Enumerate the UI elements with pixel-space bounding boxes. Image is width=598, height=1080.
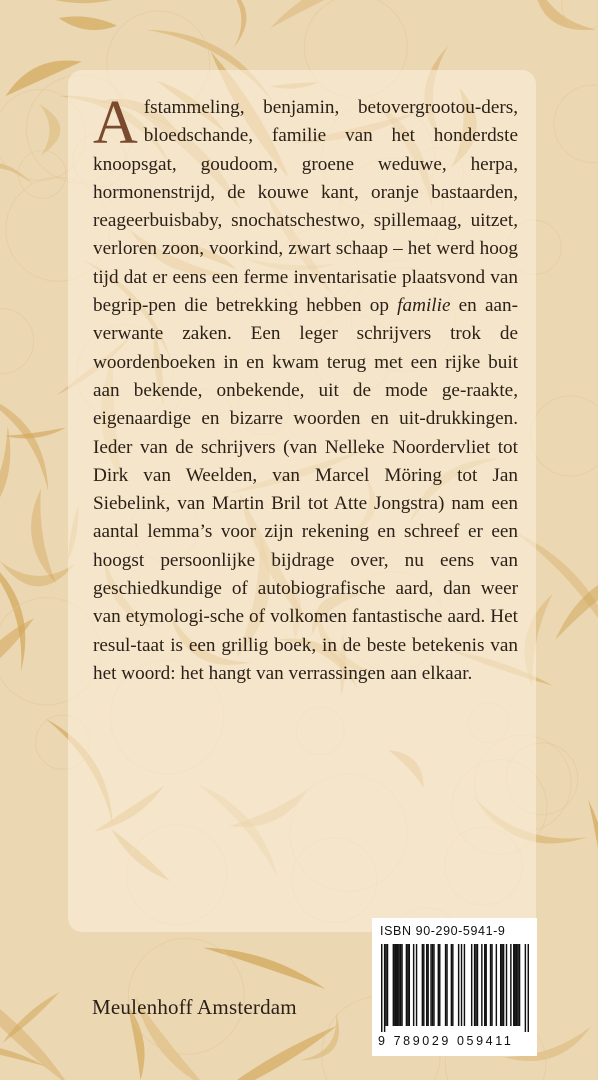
barcode-bar [519,944,520,1026]
leaf-shape [203,948,326,989]
leaf-shape [210,1026,337,1080]
barcode-bar [384,944,385,1032]
blurb-italic-word: familie [397,295,451,317]
barcode-bar [445,944,446,1026]
barcode-bar [452,944,453,1026]
barcode-bar [406,944,407,1026]
barcode-bar [490,944,491,1026]
blurb-text [93,89,518,688]
barcode-bar [471,944,472,1026]
barcode-bar [393,944,394,1026]
barcode-bar [407,944,408,1026]
barcode-bar [510,944,511,1026]
barcode-bar [500,944,501,1026]
barcode-bar [432,944,433,1026]
leaf-shape [5,428,66,439]
barcode-bar [387,944,388,1026]
leaf-shape [31,489,56,584]
leaf-shape [533,0,596,30]
barcode-bar [400,944,401,1026]
barcode-bar [458,944,459,1026]
barcode-bar [381,944,382,1032]
leaf-shape [588,799,598,950]
barcode-bar [426,944,427,1026]
leaf-shape [59,16,117,30]
barcode-bar [516,944,517,1026]
barcode-bar [475,944,476,1026]
barcode-bar [484,944,485,1026]
barcode-bar [422,944,423,1026]
barcode-bar [433,944,434,1026]
isbn-number: ISBN 90-290-5941-9 [380,924,506,938]
barcode-bar [496,944,497,1026]
leaf-shape [270,0,393,28]
barcode-bar [464,944,465,1026]
swirl-ring [18,151,66,199]
barcode-bar [397,944,398,1026]
barcode-bar [446,944,447,1026]
leaf-shape [40,104,61,155]
barcode-bar [514,944,515,1026]
drop-cap: A [93,89,138,157]
leaf-shape [0,426,10,543]
ean-number: 9 789029 059411 [378,1034,514,1048]
barcode-bar [427,944,428,1026]
barcode-bar [491,944,492,1026]
barcode-bar [474,944,475,1026]
swirl-ring [554,85,598,163]
barcode-bar [439,944,440,1026]
barcode-bar [481,944,482,1026]
barcode-bar [409,944,410,1026]
blurb-part-2: en aan-verwante zaken. Een leger schrijvers trok de woordenboeken in en kwam terug met een rijke buit aan bekende, onbekende, uit de mode ge-raakte, eigenaardige en bizarre woorden en uit-drukkingen. Ieder van de schrijvers (van Nelleke Noordervliet tot Dirk van Weelden, van Marcel Möring tot Jan Siebelink, van Martin Bril tot Atte Jongstra) nam een aantal lemma’s voor zijn rekening en schreef er een hoogst persoonlijke bijdrage over, nu eens van geschiedkundige of autobiografische aard, dan weer van etymologi-sche of volkomen fantastische aard. Het resul-taat is een grillig boek, in de beste betekenis van het woord: het hangt van verrassingen aan elkaar. [93,295,518,684]
swirl-ring [0,308,34,373]
leaf-shape [0,978,69,1080]
barcode-bar [503,944,504,1026]
barcode-bar [525,944,526,1032]
leaf-shape [0,618,34,687]
barcode-label [372,918,537,1056]
barcode-bar [385,944,386,1026]
barcode-bar [416,944,417,1026]
barcode-bar [528,944,529,1032]
barcode-bar [396,944,397,1026]
barcode-bar [423,944,424,1026]
barcode-bar [413,944,414,1026]
barcode-bar [501,944,502,1026]
publisher-imprint: Meulenhoff Amsterdam [92,995,297,1019]
barcode-bar [401,944,402,1026]
barcode-bar [451,944,452,1026]
barcode-bar [461,944,462,1026]
barcode-bar [394,944,395,1026]
barcode-bar [513,944,514,1026]
leaf-shape [3,992,60,1043]
leaf-shape [16,0,159,3]
blurb-part-1: fstammeling, benjamin, betovergrootou-ders, bloedschande, familie van het honderdste knoopsgat, goudoom, groene weduwe, herpa, hormonenstrijd, de kouwe kant, oranje bastaarden, reageerbuisbaby, snochatschestwo, spillemaag, uitzet, verloren zoon, voorkind, zwart schaap – het werd hoog tijd dat er eens een ferme inventarisatie plaatsvond van begrip-pen die betrekking hebben op [93,97,518,317]
leaf-shape [0,561,76,586]
barcode-bar [430,944,431,1026]
barcode-bar [506,944,507,1026]
swirl-ring [530,396,598,476]
barcode-bar [485,944,486,1026]
leaf-shape [555,563,598,640]
barcode-bar [477,944,478,1026]
barcode-bar [398,944,399,1026]
barcode-bar [517,944,518,1026]
leaf-shape [225,0,246,47]
barcode-bar [438,944,439,1026]
barcode-bars [381,944,529,1032]
